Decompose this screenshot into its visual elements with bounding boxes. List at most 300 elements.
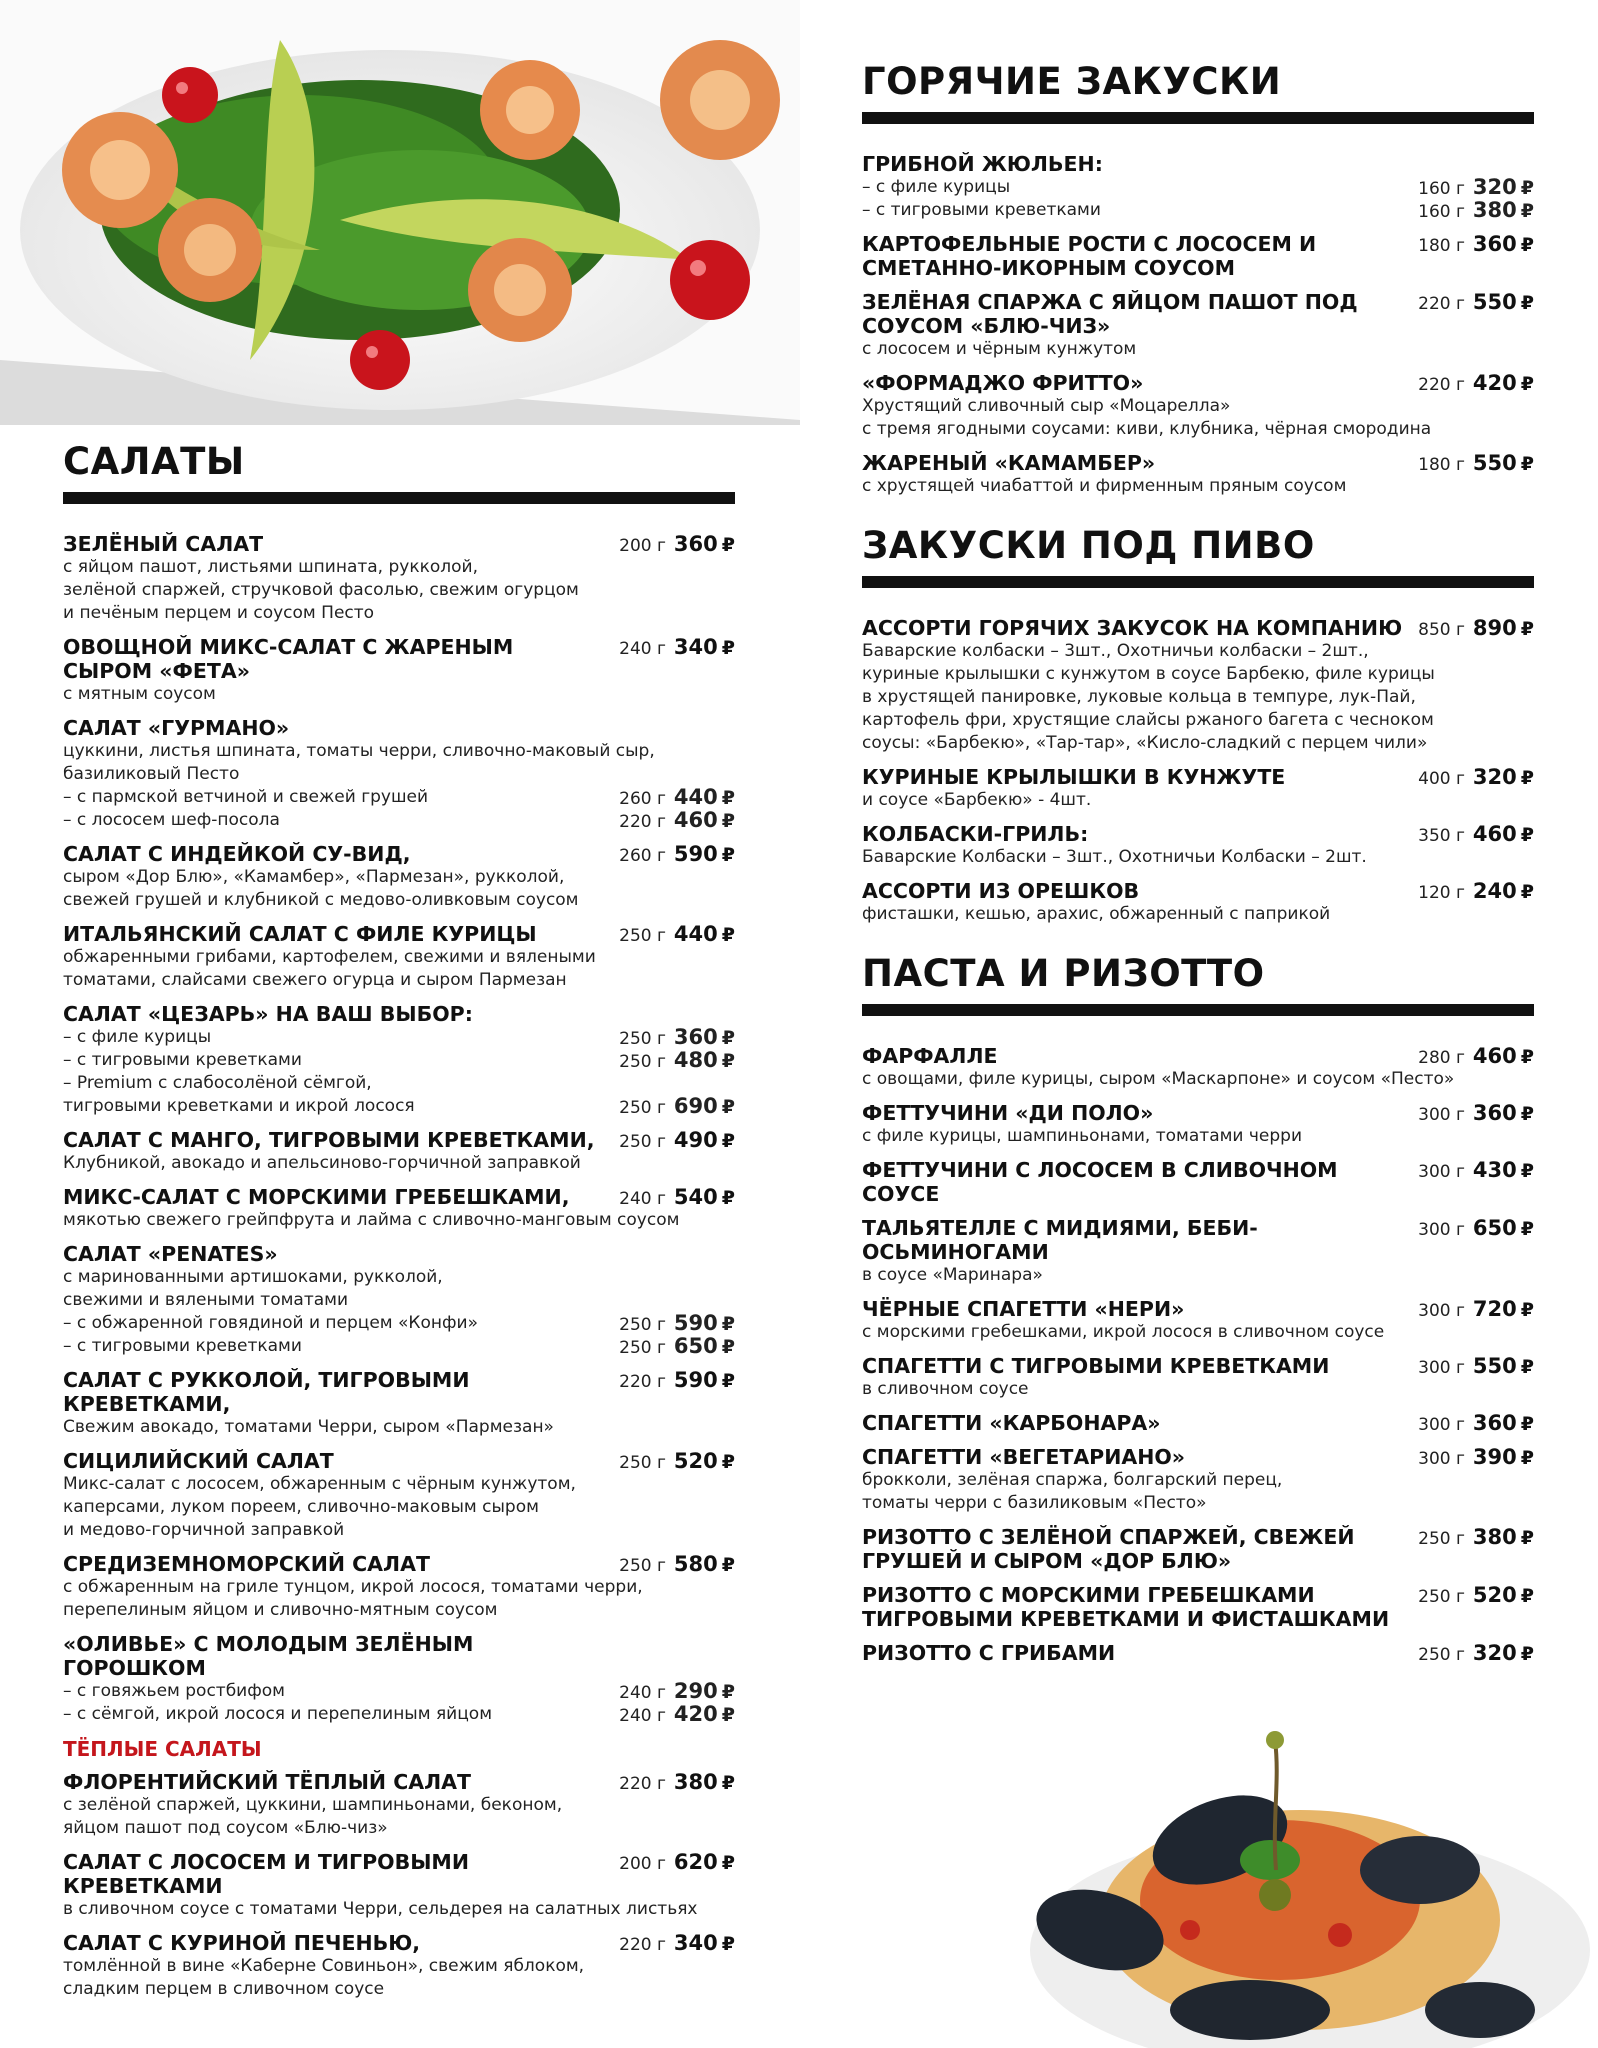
- item-name: КУРИНЫЕ КРЫЛЫШКИ В КУНЖУТЕ: [862, 765, 1286, 789]
- menu-item: [63, 635, 735, 706]
- item-price: 320: [1472, 175, 1517, 199]
- item-price: 380: [1472, 198, 1517, 222]
- price-box: [619, 1335, 735, 1360]
- item-price: 320: [1472, 1641, 1517, 1665]
- item-name: СПАГЕТТИ С ТИГРОВЫМИ КРЕВЕТКАМИ: [862, 1354, 1330, 1378]
- item-price: 340: [673, 1931, 718, 1955]
- item-description: томатами, слайсами свежего огурца и сыром Пармезан: [63, 970, 567, 990]
- currency-sign: ₽: [1520, 618, 1534, 640]
- item-price: 550: [1472, 1354, 1517, 1378]
- section-divider: [862, 576, 1534, 588]
- item-name: ЗЕЛЁНЫЙ САЛАТ: [63, 532, 264, 556]
- item-name: СПАГЕТТИ «КАРБОНАРА»: [862, 1411, 1161, 1435]
- item-name: ОВОЩНОЙ МИКС-САЛАТ С ЖАРЕНЫМ СЫРОМ «ФЕТА»: [63, 635, 514, 683]
- item-variant: [63, 1680, 735, 1703]
- item-price: 550: [1472, 451, 1517, 475]
- item-weight: 220 г: [619, 1774, 666, 1794]
- currency-sign: ₽: [721, 844, 735, 866]
- currency-sign: ₽: [1520, 767, 1534, 789]
- warm-salads-list: [63, 1770, 735, 2001]
- item-weight: 250 г: [619, 1132, 666, 1152]
- price-box: [1418, 371, 1534, 395]
- item-price: 460: [1472, 1044, 1517, 1068]
- currency-sign: ₽: [1520, 453, 1534, 475]
- variant-text: – с лососем шеф-посола: [63, 810, 280, 830]
- item-description: с маринованными артишоками, рукколой,: [63, 1267, 443, 1287]
- item-name: МИКС-САЛАТ С МОРСКИМИ ГРЕБЕШКАМИ,: [63, 1185, 570, 1209]
- menu-item: [63, 922, 735, 992]
- currency-sign: ₽: [1520, 881, 1534, 903]
- item-variant: [862, 176, 1534, 199]
- price-box: [1418, 1641, 1534, 1665]
- item-description: фисташки, кешью, арахис, обжаренный с паприкой: [862, 904, 1331, 924]
- item-price: 380: [673, 1770, 718, 1794]
- hot-appetizers-title: ГОРЯЧИЕ ЗАКУСКИ: [862, 60, 1282, 103]
- item-name: РИЗОТТО С ЗЕЛЁНОЙ СПАРЖЕЙ, СВЕЖЕЙ ГРУШЕЙ И СЫРОМ «ДОР БЛЮ»: [862, 1525, 1355, 1573]
- item-description: в соусе «Маринара»: [862, 1265, 1043, 1285]
- item-name: САЛАТ С ЛОСОСЕМ И ТИГРОВЫМИ КРЕВЕТКАМИ: [63, 1850, 469, 1898]
- currency-sign: ₽: [1520, 1527, 1534, 1549]
- item-weight: 120 г: [1418, 883, 1465, 903]
- menu-item: [63, 1449, 735, 1542]
- item-price: 580: [673, 1552, 718, 1576]
- item-name: ГРИБНОЙ ЖЮЛЬЕН:: [862, 152, 1103, 176]
- item-price: 360: [673, 1025, 718, 1049]
- item-weight: 300 г: [1418, 1415, 1465, 1435]
- item-price: 650: [1472, 1216, 1517, 1240]
- price-box: [619, 1552, 735, 1576]
- salad-with-shrimp-photo: [0, 0, 800, 425]
- item-name: РИЗОТТО С МОРСКИМИ ГРЕБЕШКАМИ ТИГРОВЫМИ КРЕВЕТКАМИ И ФИСТАШКАМИ: [862, 1583, 1390, 1631]
- item-name: АССОРТИ ГОРЯЧИХ ЗАКУСОК НА КОМПАНИЮ: [862, 616, 1403, 640]
- item-price: 540: [673, 1185, 718, 1209]
- item-weight: 240 г: [619, 1706, 666, 1726]
- variant-text: – с говяжьем ростбифом: [63, 1681, 285, 1701]
- item-description: свежими и вялеными томатами: [63, 1290, 349, 1310]
- item-name: САЛАТ «ГУРМАНО»: [63, 716, 290, 740]
- item-weight: 300 г: [1418, 1449, 1465, 1469]
- currency-sign: ₽: [721, 1336, 735, 1358]
- item-price: 340: [673, 635, 718, 659]
- item-description: соусы: «Барбекю», «Тар-тар», «Кисло-сладкий с перцем чили»: [862, 733, 1428, 753]
- left-column: [63, 440, 735, 2011]
- currency-sign: ₽: [721, 1027, 735, 1049]
- item-weight: 240 г: [619, 639, 666, 659]
- price-box: [619, 1185, 735, 1209]
- price-box: [1418, 1044, 1534, 1068]
- item-name: СПАГЕТТИ «ВЕГЕТАРИАНО»: [862, 1445, 1186, 1469]
- item-description: перепелиным яйцом и сливочно-мятным соусом: [63, 1600, 498, 1620]
- menu-item: [862, 1216, 1534, 1287]
- menu-item: [862, 1044, 1534, 1091]
- price-box: [1418, 1101, 1534, 1125]
- item-weight: 180 г: [1418, 455, 1465, 475]
- item-price: 360: [1472, 1101, 1517, 1125]
- currency-sign: ₽: [1520, 1447, 1534, 1469]
- currency-sign: ₽: [721, 1852, 735, 1874]
- item-name: ФАРФАЛЛЕ: [862, 1044, 998, 1068]
- price-box: [1418, 1158, 1534, 1182]
- menu-item: [862, 822, 1534, 869]
- item-price: 360: [1472, 232, 1517, 256]
- item-description: Хрустящий сливочный сыр «Моцарелла»: [862, 396, 1231, 416]
- item-description: и печёным перцем и соусом Песто: [63, 603, 375, 623]
- menu-item: [63, 1632, 735, 1726]
- item-description: Микс-салат с лососем, обжаренным с чёрным кунжутом,: [63, 1474, 576, 1494]
- currency-sign: ₽: [721, 1050, 735, 1072]
- item-variant: [63, 1026, 735, 1049]
- currency-sign: ₽: [1520, 1160, 1534, 1182]
- item-description: сыром «Дор Блю», «Камамбер», «Пармезан», рукколой,: [63, 867, 565, 887]
- item-weight: 200 г: [619, 1854, 666, 1874]
- currency-sign: ₽: [1520, 1103, 1534, 1125]
- variant-text: – Premium с слабосолёной сёмгой,: [63, 1073, 372, 1093]
- currency-sign: ₽: [1520, 1585, 1534, 1607]
- item-name: ЧЁРНЫЕ СПАГЕТТИ «НЕРИ»: [862, 1297, 1185, 1321]
- currency-sign: ₽: [721, 1933, 735, 1955]
- menu-item: [63, 1368, 735, 1439]
- item-weight: 300 г: [1418, 1301, 1465, 1321]
- price-box: [619, 809, 735, 834]
- item-weight: 250 г: [619, 1453, 666, 1473]
- item-price: 390: [1472, 1445, 1517, 1469]
- variant-text: – с тигровыми креветками: [63, 1336, 302, 1356]
- variant-text: – с тигровыми креветками: [862, 200, 1101, 220]
- variant-text: – с филе курицы: [862, 177, 1011, 197]
- variant-text: тигровыми креветками и икрой лосося: [63, 1096, 415, 1116]
- item-weight: 160 г: [1418, 202, 1465, 222]
- item-price: 550: [1472, 290, 1517, 314]
- item-name: ЗЕЛЁНАЯ СПАРЖА С ЯЙЦОМ ПАШОТ ПОД СОУСОМ «БЛЮ-ЧИЗ»: [862, 290, 1358, 338]
- item-price: 620: [673, 1850, 718, 1874]
- item-weight: 240 г: [619, 1683, 666, 1703]
- menu-item: [862, 1525, 1534, 1573]
- item-name: САЛАТ С ИНДЕЙКОЙ СУ-ВИД,: [63, 842, 411, 866]
- item-name: ЖАРЕНЫЙ «КАМАМБЕР»: [862, 451, 1156, 475]
- section-divider: [862, 112, 1534, 124]
- currency-sign: ₽: [1520, 1356, 1534, 1378]
- item-price: 380: [1472, 1525, 1517, 1549]
- item-weight: 220 г: [619, 812, 666, 832]
- price-box: [1418, 1445, 1534, 1469]
- pasta-risotto-list: [862, 1044, 1534, 1665]
- item-weight: 280 г: [1418, 1048, 1465, 1068]
- item-price: 440: [673, 785, 718, 809]
- item-name: СРЕДИЗЕМНОМОРСКИЙ САЛАТ: [63, 1552, 430, 1576]
- currency-sign: ₽: [721, 924, 735, 946]
- menu-item: [862, 290, 1534, 361]
- item-name: АССОРТИ ИЗ ОРЕШКОВ: [862, 879, 1140, 903]
- menu-item: [862, 765, 1534, 812]
- menu-item: [862, 1354, 1534, 1401]
- price-box: [1418, 822, 1534, 846]
- currency-sign: ₽: [1520, 200, 1534, 222]
- item-name: «ОЛИВЬЕ» С МОЛОДЫМ ЗЕЛЁНЫМ ГОРОШКОМ: [63, 1632, 474, 1680]
- currency-sign: ₽: [1520, 373, 1534, 395]
- currency-sign: ₽: [721, 1451, 735, 1473]
- item-weight: 220 г: [619, 1372, 666, 1392]
- item-price: 590: [673, 1368, 718, 1392]
- currency-sign: ₽: [721, 1772, 735, 1794]
- item-weight: 250 г: [619, 1052, 666, 1072]
- item-description: с лососем и чёрным кунжутом: [862, 339, 1137, 359]
- currency-sign: ₽: [1520, 1643, 1534, 1665]
- item-price: 460: [1472, 822, 1517, 846]
- item-description: Баварские колбаски – 3шт., Охотничьи колбаски – 2шт.,: [862, 641, 1369, 661]
- item-description: мякотью свежего грейпфрута и лайма с сливочно-манговым соусом: [63, 1210, 680, 1230]
- item-weight: 220 г: [1418, 294, 1465, 314]
- menu-item: [862, 1445, 1534, 1515]
- item-weight: 250 г: [619, 1556, 666, 1576]
- currency-sign: ₽: [721, 787, 735, 809]
- menu-item: [63, 716, 735, 832]
- item-price: 890: [1472, 616, 1517, 640]
- price-box: [619, 842, 735, 866]
- price-box: [619, 1703, 735, 1728]
- menu-item: [862, 616, 1534, 755]
- currency-sign: ₽: [721, 1313, 735, 1335]
- currency-sign: ₽: [1520, 1046, 1534, 1068]
- item-description: с тремя ягодными соусами: киви, клубника, чёрная смородина: [862, 419, 1432, 439]
- menu-item: [862, 1641, 1534, 1665]
- price-box: [619, 1368, 735, 1392]
- item-price: 420: [673, 1702, 718, 1726]
- item-name: КАРТОФЕЛЬНЫЕ РОСТИ С ЛОСОСЕМ И СМЕТАННО-ИКОРНЫМ СОУСОМ: [862, 232, 1317, 280]
- item-description: и соусе «Барбекю» - 4шт.: [862, 790, 1092, 810]
- item-weight: 300 г: [1418, 1162, 1465, 1182]
- item-price: 520: [1472, 1583, 1517, 1607]
- item-price: 430: [1472, 1158, 1517, 1182]
- currency-sign: ₽: [721, 1704, 735, 1726]
- item-price: 440: [673, 922, 718, 946]
- item-description: с филе курицы, шампиньонами, томатами черри: [862, 1126, 1303, 1146]
- variant-text: – с тигровыми креветками: [63, 1050, 302, 1070]
- item-name: ФЛОРЕНТИЙСКИЙ ТЁПЛЫЙ САЛАТ: [63, 1770, 472, 1794]
- price-box: [1418, 1525, 1534, 1549]
- item-weight: 250 г: [619, 1315, 666, 1335]
- menu-item: [862, 1297, 1534, 1344]
- item-description: цуккини, листья шпината, томаты черри, сливочно-маковый сыр,: [63, 741, 655, 761]
- item-description: сладким перцем в сливочном соусе: [63, 1979, 385, 1999]
- menu-item: [63, 1770, 735, 1840]
- item-price: 360: [1472, 1411, 1517, 1435]
- item-description: с обжаренным на гриле тунцом, икрой лосося, томатами черри,: [63, 1577, 643, 1597]
- item-price: 590: [673, 842, 718, 866]
- item-variant: [63, 1312, 735, 1335]
- item-variant: [63, 1049, 735, 1072]
- price-box: [1418, 451, 1534, 475]
- menu-item: [63, 532, 735, 625]
- hot-appetizers-list: [862, 152, 1534, 498]
- item-name: САЛАТ С КУРИНОЙ ПЕЧЕНЬЮ,: [63, 1931, 421, 1955]
- menu-item: [63, 1552, 735, 1622]
- item-weight: 250 г: [619, 1098, 666, 1118]
- item-description: с морскими гребешками, икрой лосося в сливочном соусе: [862, 1322, 1385, 1342]
- menu-item: [63, 1128, 735, 1175]
- menu-item: [63, 842, 735, 912]
- item-name: ФЕТТУЧИНИ С ЛОСОСЕМ В СЛИВОЧНОМ СОУСЕ: [862, 1158, 1338, 1206]
- menu-item: [862, 152, 1534, 222]
- currency-sign: ₽: [1520, 292, 1534, 314]
- currency-sign: ₽: [721, 1554, 735, 1576]
- currency-sign: ₽: [721, 1187, 735, 1209]
- item-name: САЛАТ «PENATES»: [63, 1242, 278, 1266]
- currency-sign: ₽: [721, 810, 735, 832]
- price-box: [619, 1770, 735, 1794]
- item-weight: 300 г: [1418, 1105, 1465, 1125]
- item-description: Баварские Колбаски – 3шт., Охотничьи Колбаски – 2шт.: [862, 847, 1367, 867]
- currency-sign: ₽: [1520, 824, 1534, 846]
- menu-item: [862, 232, 1534, 280]
- currency-sign: ₽: [721, 1130, 735, 1152]
- currency-sign: ₽: [1520, 234, 1534, 256]
- item-weight: 250 г: [619, 1029, 666, 1049]
- menu-item: [862, 451, 1534, 498]
- variant-text: – с обжаренной говядиной и перцем «Конфи»: [63, 1313, 478, 1333]
- item-weight: 260 г: [619, 846, 666, 866]
- item-weight: 400 г: [1418, 769, 1465, 789]
- item-price: 320: [1472, 765, 1517, 789]
- item-weight: 160 г: [1418, 179, 1465, 199]
- item-price: 460: [673, 808, 718, 832]
- item-description: и медово-горчичной заправкой: [63, 1520, 345, 1540]
- item-weight: 350 г: [1418, 826, 1465, 846]
- item-price: 650: [673, 1334, 718, 1358]
- item-price: 520: [673, 1449, 718, 1473]
- currency-sign: ₽: [721, 1681, 735, 1703]
- item-name: ТАЛЬЯТЕЛЛЕ С МИДИЯМИ, БЕБИ-ОСЬМИНОГАМИ: [862, 1216, 1258, 1264]
- menu-item: [862, 1101, 1534, 1148]
- item-description: с мятным соусом: [63, 684, 216, 704]
- menu-item: [862, 1411, 1534, 1435]
- salads-title: САЛАТЫ: [63, 440, 245, 483]
- item-price: 490: [673, 1128, 718, 1152]
- menu-item: [63, 1242, 735, 1358]
- item-variant: [63, 1335, 735, 1358]
- item-description: Свежим авокадо, томатами Черри, сыром «Пармезан»: [63, 1417, 554, 1437]
- item-name: ФЕТТУЧИНИ «ДИ ПОЛО»: [862, 1101, 1154, 1125]
- currency-sign: ₽: [721, 637, 735, 659]
- item-price: 480: [673, 1048, 718, 1072]
- item-weight: 850 г: [1418, 620, 1465, 640]
- price-box: [1418, 1216, 1534, 1240]
- item-price: 290: [673, 1679, 718, 1703]
- item-description: Клубникой, авокадо и апельсиново-горчичной заправкой: [63, 1153, 581, 1173]
- variant-text: – с филе курицы: [63, 1027, 212, 1047]
- menu-item: [862, 371, 1534, 441]
- item-variant: [63, 1072, 735, 1095]
- item-description: томлённой в вине «Каберне Совиньон», свежим яблоком,: [63, 1956, 585, 1976]
- section-divider: [862, 1004, 1534, 1016]
- item-description: в сливочном соусе с томатами Черри, сельдерея на салатных листьях: [63, 1899, 698, 1919]
- price-box: [619, 922, 735, 946]
- price-box: [1418, 232, 1534, 256]
- item-name: КОЛБАСКИ-ГРИЛЬ:: [862, 822, 1089, 846]
- price-box: [1418, 879, 1534, 903]
- item-weight: 240 г: [619, 1189, 666, 1209]
- item-variant: [63, 809, 735, 832]
- item-description: томаты черри с базиликовым «Песто»: [862, 1493, 1207, 1513]
- currency-sign: ₽: [721, 1096, 735, 1118]
- price-box: [1418, 765, 1534, 789]
- item-description: куриные крылышки с кунжутом в соусе Барбекю, филе курицы: [862, 664, 1435, 684]
- item-name: САЛАТ С МАНГО, ТИГРОВЫМИ КРЕВЕТКАМИ,: [63, 1128, 595, 1152]
- right-column: [862, 60, 1534, 1675]
- currency-sign: ₽: [721, 534, 735, 556]
- variant-text: – с пармской ветчиной и свежей грушей: [63, 787, 429, 807]
- price-box: [1418, 616, 1534, 640]
- item-name: САЛАТ С РУККОЛОЙ, ТИГРОВЫМИ КРЕВЕТКАМИ,: [63, 1368, 470, 1416]
- price-box: [619, 635, 735, 659]
- pasta-risotto-title: ПАСТА И РИЗОТТО: [862, 952, 1265, 995]
- item-name: «ФОРМАДЖО ФРИТТО»: [862, 371, 1144, 395]
- price-box: [619, 1128, 735, 1152]
- price-box: [1418, 1411, 1534, 1435]
- item-weight: 300 г: [1418, 1358, 1465, 1378]
- item-weight: 220 г: [1418, 375, 1465, 395]
- item-weight: 260 г: [619, 789, 666, 809]
- menu-item: [862, 879, 1534, 926]
- item-weight: 200 г: [619, 536, 666, 556]
- item-price: 360: [673, 532, 718, 556]
- item-description: каперсами, луком пореем, сливочно-маковым сыром: [63, 1497, 539, 1517]
- currency-sign: ₽: [1520, 177, 1534, 199]
- currency-sign: ₽: [1520, 1218, 1534, 1240]
- item-weight: 250 г: [1418, 1529, 1465, 1549]
- item-name: СИЦИЛИЙСКИЙ САЛАТ: [63, 1449, 334, 1473]
- price-box: [619, 532, 735, 556]
- item-price: 420: [1472, 371, 1517, 395]
- item-description: в хрустящей панировке, луковые кольца в темпуре, лук-Пай,: [862, 687, 1416, 707]
- price-box: [619, 1449, 735, 1473]
- item-description: базиликовый Песто: [63, 764, 240, 784]
- item-description: в сливочном соусе: [862, 1379, 1029, 1399]
- item-description: с зелёной спаржей, цуккини, шампиньонами, беконом,: [63, 1795, 563, 1815]
- item-weight: 250 г: [619, 1338, 666, 1358]
- item-description: обжаренными грибами, картофелем, свежими и вялеными: [63, 947, 596, 967]
- price-box: [1418, 1354, 1534, 1378]
- item-weight: 250 г: [1418, 1645, 1465, 1665]
- currency-sign: ₽: [1520, 1413, 1534, 1435]
- item-price: 690: [673, 1094, 718, 1118]
- item-name: РИЗОТТО С ГРИБАМИ: [862, 1641, 1116, 1665]
- item-description: с яйцом пашот, листьями шпината, рукколой,: [63, 557, 478, 577]
- price-box: [1418, 1297, 1534, 1321]
- item-description: яйцом пашот под соусом «Блю-чиз»: [63, 1818, 388, 1838]
- item-name: ИТАЛЬЯНСКИЙ САЛАТ С ФИЛЕ КУРИЦЫ: [63, 922, 537, 946]
- variant-text: – с сёмгой, икрой лосося и перепелиным яйцом: [63, 1704, 493, 1724]
- item-description: зелёной спаржей, стручковой фасолью, свежим огурцом: [63, 580, 579, 600]
- item-description: картофель фри, хрустящие слайсы ржаного багета с чесноком: [862, 710, 1434, 730]
- currency-sign: ₽: [721, 1370, 735, 1392]
- menu-item: [862, 1583, 1534, 1631]
- beer-snacks-list: [862, 616, 1534, 926]
- item-weight: 300 г: [1418, 1220, 1465, 1240]
- item-price: 590: [673, 1311, 718, 1335]
- menu-item: [63, 1931, 735, 2001]
- seafood-pasta-photo: [1010, 1720, 1598, 2048]
- item-name: САЛАТ «ЦЕЗАРЬ» НА ВАШ ВЫБОР:: [63, 1002, 473, 1026]
- price-box: [1418, 199, 1534, 224]
- item-variant: [63, 1095, 735, 1118]
- price-box: [619, 1931, 735, 1955]
- menu-item: [63, 1850, 735, 1921]
- item-weight: 250 г: [619, 926, 666, 946]
- menu-item: [862, 1158, 1534, 1206]
- item-description: брокколи, зелёная спаржа, болгарский перец,: [862, 1470, 1283, 1490]
- item-variant: [63, 1703, 735, 1726]
- item-weight: 250 г: [1418, 1587, 1465, 1607]
